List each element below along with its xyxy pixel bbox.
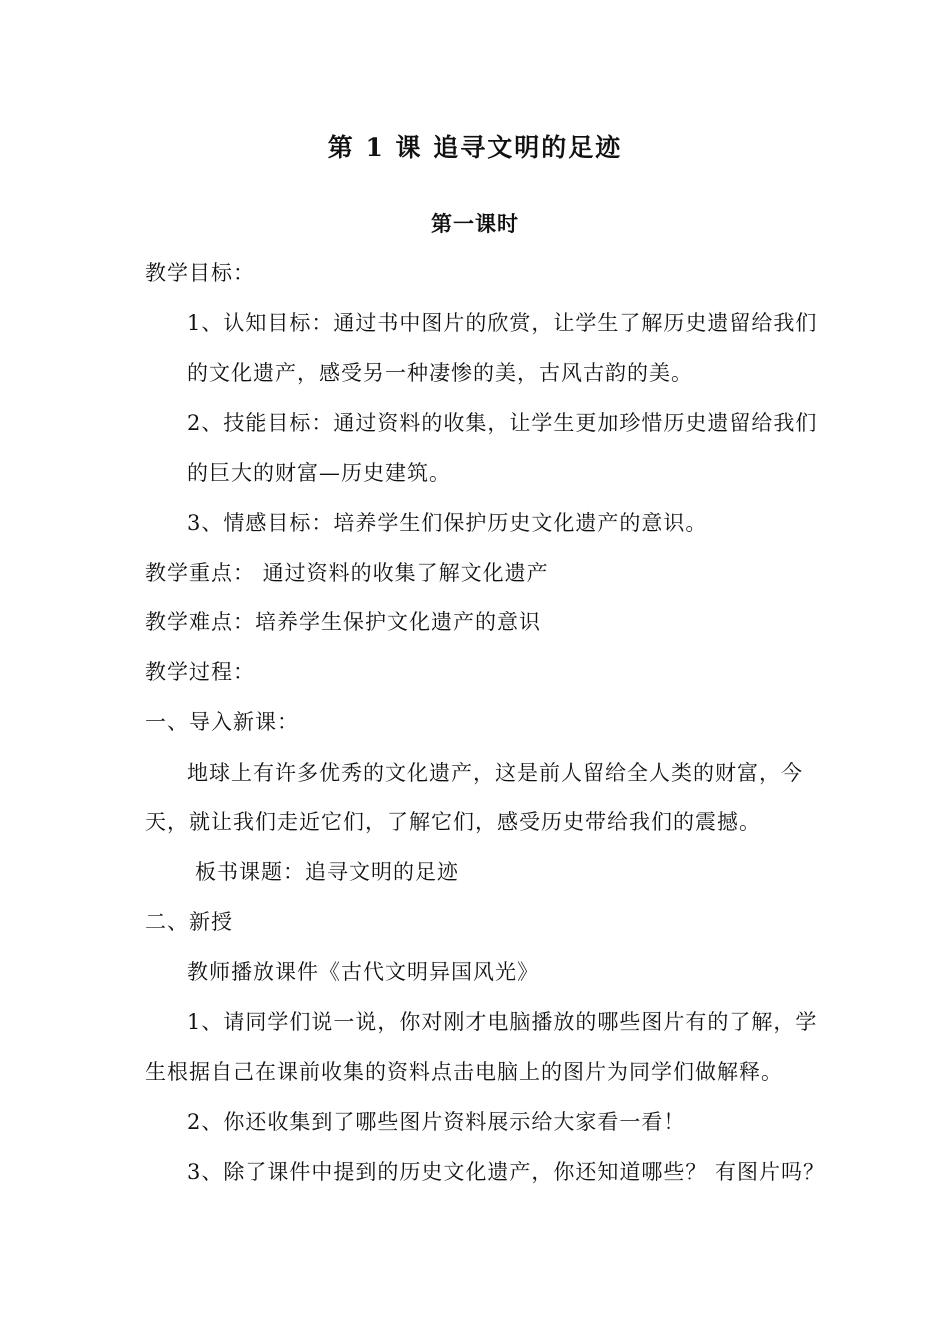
objective-1-line-1: 1、认知目标：通过书中图片的欣赏，让学生了解历史遗留给我们: [187, 311, 818, 335]
process-heading: 教学过程：: [145, 660, 255, 684]
section-1-heading: 一、导入新课：: [145, 710, 299, 734]
teacher-play: 教师播放课件《古代文明异国风光》: [187, 960, 539, 984]
intro-line-2: 天，就让我们走近它们，了解它们，感受历史带给我们的震撼。: [145, 810, 761, 834]
objective-2-line-1: 2、技能目标：通过资料的收集，让学生更加珍惜历史遗留给我们: [187, 411, 818, 435]
board-title: 板书课题：追寻文明的足迹: [195, 860, 459, 884]
item-1-line-1: 1、请同学们说一说，你对刚才电脑播放的哪些图片有的了解，学: [187, 1010, 818, 1034]
objective-3: 3、情感目标：培养学生们保护历史文化遗产的意识。: [187, 511, 708, 535]
objective-1-line-2: 的文化遗产，感受另一种凄惨的美，古风古韵的美。: [187, 361, 693, 385]
key-point: 教学重点： 通过资料的收集了解文化遗产: [145, 561, 549, 585]
item-2: 2、你还收集到了哪些图片资料展示给大家看一看！: [187, 1110, 686, 1134]
difficulty: 教学难点：培养学生保护文化遗产的意识: [145, 610, 541, 634]
section-2-heading: 二、新授: [145, 910, 233, 934]
lesson-subtitle: 第一课时: [431, 211, 519, 236]
lesson-title: 第 1 课 追寻文明的足迹: [327, 133, 623, 162]
item-1-line-2: 生根据自己在课前收集的资料点击电脑上的图片为同学们做解释。: [145, 1060, 783, 1084]
item-3: 3、除了课件中提到的历史文化遗产，你还知道哪些？ 有图片吗？: [187, 1160, 826, 1184]
objectives-heading: 教学目标：: [145, 261, 255, 285]
objective-2-line-2: 的巨大的财富—历史建筑。: [187, 461, 451, 485]
intro-line-1: 地球上有许多优秀的文化遗产，这是前人留给全人类的财富，今: [187, 761, 803, 785]
